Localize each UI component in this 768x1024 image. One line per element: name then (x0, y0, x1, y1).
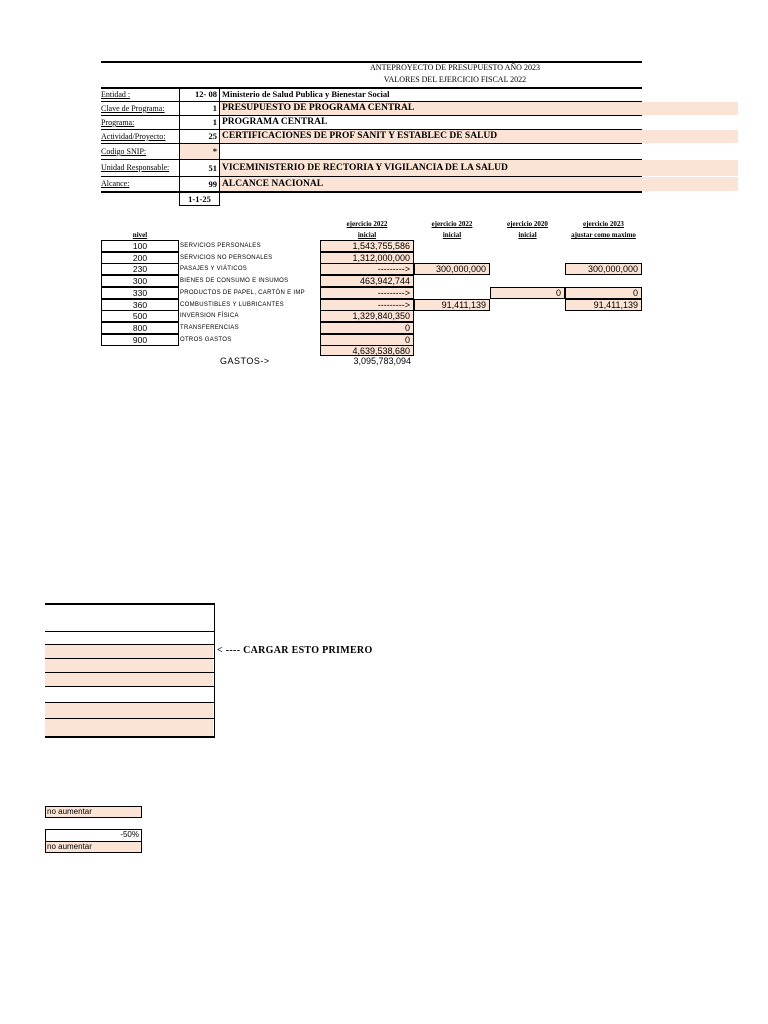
nivel-cell[interactable]: 100 (101, 240, 179, 252)
nivel-cell[interactable]: 900 (101, 334, 179, 346)
col-header-3a: ejercicio 2020 (507, 220, 548, 228)
info-value[interactable]: ALCANCE NACIONAL (220, 177, 738, 191)
concept-name: PRODUCTOS DE PAPEL, CARTÓN E IMP (180, 290, 305, 296)
ejercicio-2022-cell[interactable]: 1,312,000,000 (320, 252, 414, 264)
info-code[interactable]: 99 (179, 177, 220, 191)
concept-name: BIENES DE CONSUMO E INSUMOS (180, 278, 289, 284)
concept-name: OTROS GASTOS (180, 337, 232, 343)
concept-name: SERVICIOS NO PERSONALES (180, 255, 273, 261)
ejercicio-2022-cell[interactable]: 1,543,755,586 (320, 240, 414, 252)
info-label: Unidad Responsable: (101, 163, 170, 172)
col-header-nivel: nivel (132, 231, 148, 239)
info-label: Entidad : (101, 90, 131, 99)
info-label: Alcance: (101, 179, 130, 188)
load-row-2[interactable] (45, 659, 213, 672)
ejercicio-2022-cell[interactable]: ---------> (320, 263, 414, 275)
gastos-value: 3,095,783,094 (353, 356, 411, 366)
ejercicio-2022-cell[interactable]: 0 (320, 334, 414, 346)
ejercicio-2022-cell[interactable]: ---------> (320, 287, 414, 299)
ejercicio-2023-cell[interactable]: 0 (565, 287, 642, 299)
col-header-1b: inicial (357, 231, 377, 239)
info-value[interactable]: Ministerio de Salud Publica y Bienestar Social (222, 89, 390, 99)
info-code[interactable]: 25 (179, 130, 220, 143)
report-title: ANTEPROYECTO DE PRESUPUESTO AÑO 2023 (370, 63, 540, 72)
nivel-cell[interactable]: 200 (101, 252, 179, 264)
total-cell[interactable]: 4,639,538,680 (320, 345, 414, 356)
ejercicio-2022-cell[interactable]: ---------> (320, 299, 414, 311)
info-label: Clave de Programa: (101, 104, 165, 113)
info-label: Programa: (101, 118, 135, 127)
nivel-cell[interactable]: 330 (101, 287, 179, 299)
col-header-1a: ejercicio 2022 (346, 220, 388, 228)
info-label: Actividad/Proyecto: (101, 132, 166, 141)
ejercicio-2023-cell[interactable]: 300,000,000 (565, 263, 642, 275)
ejercicio-2022-inicial-cell[interactable]: 91,411,139 (414, 299, 490, 311)
col-header-3b: inicial (518, 231, 537, 239)
ejercicio-2020-cell[interactable]: 0 (490, 287, 565, 299)
info-code[interactable]: 1 (179, 102, 220, 115)
col-header-2b: inicial (442, 231, 462, 239)
nivel-cell[interactable]: 500 (101, 310, 179, 322)
ejercicio-2023-cell[interactable]: 91,411,139 (565, 299, 642, 311)
nivel-cell[interactable]: 230 (101, 263, 179, 275)
nivel-cell[interactable]: 360 (101, 299, 179, 311)
ref-code-cell[interactable] (179, 192, 220, 206)
load-row-5[interactable] (45, 719, 213, 736)
report-subtitle: VALORES DEL EJERCICIO FISCAL 2022 (383, 75, 527, 84)
info-code[interactable]: 1 (179, 116, 220, 129)
info-label: Codigo SNIP: (101, 147, 147, 156)
info-value[interactable]: CERTIFICACIONES DE PROF SANIT Y ESTABLEC DE SALUD (220, 130, 738, 143)
col-header-2a: ejercicio 2022 (431, 220, 473, 228)
ejercicio-2022-cell[interactable]: 0 (320, 322, 414, 334)
load-row-3[interactable] (45, 673, 213, 686)
load-note: < ---- CARGAR ESTO PRIMERO (217, 645, 373, 656)
info-value[interactable]: VICEMINISTERIO DE RECTORIA Y VIGILANCIA DE LA SALUD (220, 160, 738, 176)
concept-name: INVERSION FÍSICA (180, 313, 239, 319)
info-value[interactable] (220, 144, 642, 159)
load-row-1[interactable] (45, 645, 213, 658)
ejercicio-2022-cell[interactable]: 463,942,744 (320, 275, 414, 287)
nivel-cell[interactable]: 300 (101, 275, 179, 287)
info-value[interactable]: PROGRAMA CENTRAL (222, 117, 328, 127)
col-header-4b: ajustar como maximo (571, 231, 636, 239)
col-header-4a: ejercicio 2023 (583, 220, 624, 228)
nivel-cell[interactable]: 800 (101, 322, 179, 334)
info-value[interactable]: PRESUPUESTO DE PROGRAMA CENTRAL (220, 102, 738, 115)
ejercicio-2022-inicial-cell[interactable]: 300,000,000 (414, 263, 490, 275)
ejercicio-2022-cell[interactable]: 1,329,840,350 (320, 310, 414, 322)
info-code[interactable]: 12- 08 (179, 88, 220, 101)
load-box (45, 603, 215, 738)
ref-code: 1-1-25 (188, 194, 211, 204)
percent-cell[interactable]: -50% (45, 829, 142, 841)
no-aumentar-cell-1[interactable]: no aumentar (45, 806, 142, 818)
info-code[interactable]: 51 (179, 160, 220, 176)
load-row-4[interactable] (45, 703, 213, 718)
no-aumentar-cell-2[interactable]: no aumentar (45, 841, 142, 853)
concept-name: SERVICIOS PERSONALES (180, 243, 261, 249)
concept-name: COMBUSTIBLES Y LUBRICANTES (180, 302, 284, 308)
concept-name: PASAJES Y VIÁTICOS (180, 266, 248, 272)
concept-name: TRANSFERENCIAS (180, 325, 239, 331)
info-code[interactable]: * (179, 144, 220, 159)
gastos-label: GASTOS-> (220, 356, 270, 366)
